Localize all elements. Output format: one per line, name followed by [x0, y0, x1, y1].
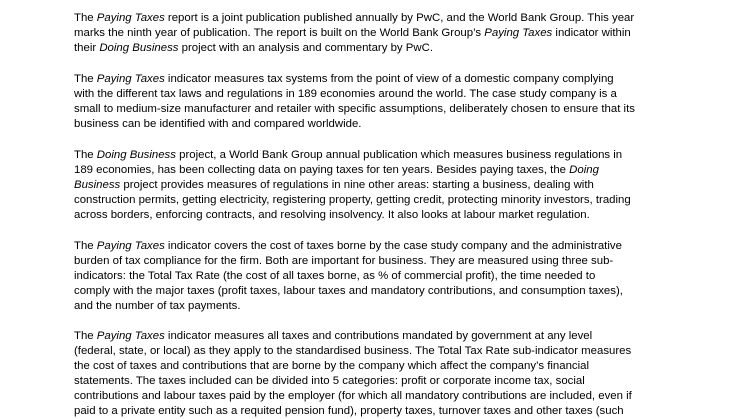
italic-title-run: Paying Taxes [96, 73, 165, 85]
text-line [74, 193, 704, 208]
text-run: across borders, enforcing contracts, and resolving insolvency. It also looks at labour market regulation. [74, 209, 590, 221]
text-line [74, 72, 704, 87]
text-line [74, 102, 704, 117]
text-line [74, 299, 704, 314]
paragraph-report-intro [74, 11, 704, 56]
paragraph-sub-indicators [74, 239, 704, 314]
text-line [74, 359, 704, 374]
text-run: 189 economies, has been collecting data on paying taxes for ten years. Besides paying taxes, the [74, 164, 570, 176]
text-line [74, 344, 704, 359]
italic-title-run: Doing Business [99, 42, 179, 54]
italic-title-run: Paying Taxes [96, 330, 165, 342]
italic-title-run: Paying Taxes [96, 240, 165, 252]
text-run: comply with the major taxes (profit taxes, labour taxes and mandatory contributions, and consumption taxes), [74, 285, 623, 297]
text-run: and the number of tax payments. [74, 300, 241, 312]
italic-title-run: Doing Business [96, 149, 176, 161]
text-line [74, 404, 704, 419]
text-run: with the different tax laws and regulations in 189 economies around the world. The case study company is a [74, 88, 617, 100]
text-line [74, 87, 704, 102]
text-line [74, 208, 704, 223]
text-run: the cost of taxes and contributions that are borne by the company which affect the company’s financial [74, 360, 589, 372]
text-line [74, 254, 704, 269]
text-line [74, 26, 704, 41]
text-line [74, 163, 704, 178]
paragraph-total-tax-rate [74, 329, 704, 419]
text-line [74, 178, 704, 193]
italic-title-run: Paying Taxes [96, 12, 165, 24]
text-run: construction permits, getting electricity, registering property, getting credit, protecting minority investors, trading [74, 194, 631, 206]
text-line [74, 41, 704, 56]
text-run: contributions and labour taxes paid by the employer (for which all mandatory contributions are included, even if [74, 390, 632, 402]
text-run: The [74, 73, 97, 85]
text-line [74, 329, 704, 344]
italic-title-run: Business [74, 179, 121, 191]
text-run: project with an analysis and commentary by PwC. [178, 42, 433, 54]
text-run: report is a joint publication published annually by PwC, and the World Bank Group. This year [164, 12, 635, 24]
text-line [74, 148, 704, 163]
text-line [74, 389, 704, 404]
text-line [74, 11, 704, 26]
text-run: statements. The taxes included can be divided into 5 categories: profit or corporate income tax, social [74, 375, 585, 387]
text-run: marks the ninth year of publication. The report is built on the World Bank Group’s [74, 27, 485, 39]
italic-title-run: Paying Taxes [484, 27, 553, 39]
text-run: their [74, 42, 100, 54]
text-run: business can be identified with and compared worldwide. [74, 118, 362, 130]
text-line [74, 269, 704, 284]
text-line [74, 374, 704, 389]
text-run: The [74, 12, 97, 24]
text-line [74, 284, 704, 299]
paragraph-doing-business [74, 148, 704, 223]
text-run: The [74, 149, 97, 161]
text-run: indicator measures all taxes and contributions mandated by government at any level [164, 330, 593, 342]
text-run: burden of tax compliance for the firm. Both are important for business. They are measured using three sub- [74, 255, 614, 267]
text-run: indicator within [552, 27, 631, 39]
paragraph-indicator-overview [74, 72, 704, 132]
text-run: small to medium-size manufacturer and retailer with specific assumptions, deliberately chosen to ensure that its [74, 103, 635, 115]
italic-title-run: Doing [569, 164, 599, 176]
text-run: The [74, 240, 97, 252]
text-run: The [74, 330, 97, 342]
text-run: paid to a private entity such as a requited pension fund), property taxes, turnover taxes and other taxes (such [74, 405, 624, 417]
text-run: project, a World Bank Group annual publication which measures business regulations in [175, 149, 623, 161]
text-line [74, 117, 704, 132]
text-run: (federal, state, or local) as they apply to the standardised business. The Total Tax Rate sub-indicator measures [74, 345, 632, 357]
text-run: indicator measures tax systems from the point of view of a domestic company complying [164, 73, 614, 85]
text-line [74, 239, 704, 254]
text-run: project provides measures of regulations in nine other areas: starting a business, dealing with [120, 179, 594, 191]
text-run: indicator covers the cost of taxes borne by the case study company and the administrative [164, 240, 622, 252]
text-run: indicators: the Total Tax Rate (the cost of all taxes borne, as % of commercial profit), the time needed to [74, 270, 596, 282]
